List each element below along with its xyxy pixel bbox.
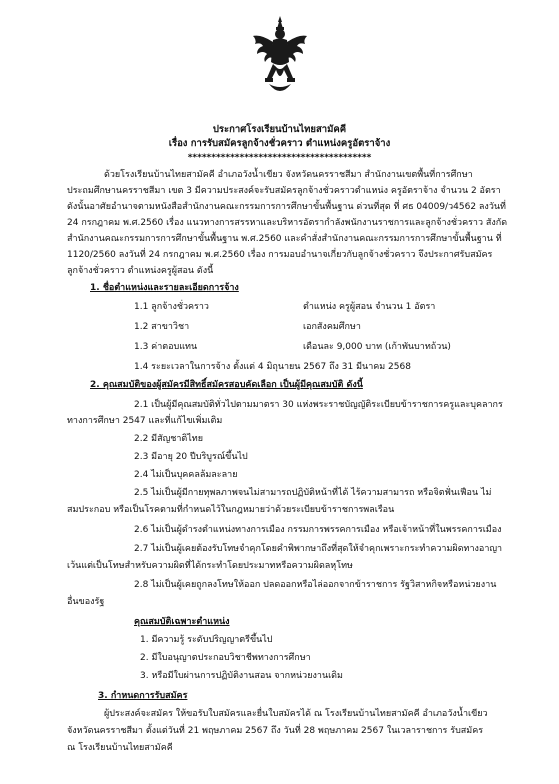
- intro-line: สำนักงานคณะกรรมการการศึกษาขั้นพื้นฐาน พ.ศ.2560 และคำสั่งสำนักงานคณะกรรมการการศึกษาขั้นพื้นฐาน ที่: [67, 234, 502, 244]
- intro-line: ด้วยโรงเรียนบ้านไทยสามัคคี อำเภอวังน้ำเขียว จังหวัดนครราชสีมา สำนักงานเขตพื้นที่การศึกษา: [104, 170, 473, 180]
- job-detail-period: 1.4 ระยะเวลาในการจ้าง ตั้งแต่ 4 มิถุนายน 2567 ถึง 31 มีนาคม 2568: [134, 362, 411, 372]
- qualification-line: ทางการศึกษา 2547 และที่แก้ไขเพิ่มเติม: [67, 416, 223, 426]
- job-detail-label: 1.1 ลูกจ้างชั่วคราว: [134, 302, 209, 312]
- qualification-line: 2.4 ไม่เป็นบุคคลล้มละลาย: [134, 470, 238, 480]
- qualification-line: 2.7 ไม่เป็นผู้เคยต้องรับโทษจำคุกโดยคำพิพากษาถึงที่สุดให้จำคุกเพราะกระทำความผิดทางอาญา: [134, 544, 503, 554]
- job-detail-label: 1.2 สาขาวิชา: [134, 322, 190, 332]
- special-qualification-item: 2. มีใบอนุญาตประกอบวิชาชีพทางการศึกษา: [140, 653, 311, 663]
- section-heading-1: 1. ชื่อตำแหน่งและรายละเอียดการจ้าง: [90, 283, 239, 293]
- application-schedule-line: ณ โรงเรียนบ้านไทยสามัคคี: [67, 743, 173, 753]
- qualification-line: เว้นแต่เป็นโทษสำหรับความผิดที่ได้กระทำโดยประมาทหรือความผิดลหุโทษ: [67, 561, 353, 571]
- qualification-line: 2.3 มีอายุ 20 ปีบริบูรณ์ขึ้นไป: [134, 452, 248, 462]
- job-detail-value: เดือนละ 9,000 บาท (เก้าพันบาทถ้วน): [303, 342, 451, 352]
- qualification-line: 2.5 ไม่เป็นผู้มีกายทุพลภาพจนไม่สามารถปฏิบัติหน้าที่ได้ ไร้ความสามารถ หรือจิตฟั่นเฟือน ไม่: [134, 488, 492, 498]
- announcement-subject: เรื่อง การรับสมัครลูกจ้างชั่วคราว ตำแหน่งครูอัตราจ้าง: [168, 138, 391, 149]
- application-schedule-line: ผู้ประสงค์จะสมัคร ให้ขอรับใบสมัครและยื่นใบสมัครได้ ณ โรงเรียนบ้านไทยสามัคคี อำเภอวังน้ำเขียว: [104, 709, 488, 719]
- special-qualifications-heading: คุณสมบัติเฉพาะตำแหน่ง: [134, 617, 230, 627]
- qualification-line: 2.1 เป็นผู้มีคุณสมบัติทั่วไปตามมาตรา 30 แห่งพระราชบัญญัติระเบียบข้าราชการครูและบุคลากร: [134, 400, 503, 410]
- intro-line: ดังนั้นอาศัยอำนาจตามหนังสือสำนักงานคณะกรรมการการศึกษาขั้นพื้นฐาน ด่วนที่สุด ที่ ศธ 04009/ว4562 ลงวันที่: [67, 202, 506, 212]
- qualification-line: สมประกอบ หรือเป็นโรคตามที่กำหนดไว้ในกฎหมายว่าด้วยระเบียบข้าราชการพลเรือน: [67, 505, 395, 515]
- application-schedule-line: จังหวัดนครราชสีมา ตั้งแต่วันที่ 21 พฤษภาคม 2567 ถึง วันที่ 28 พฤษภาคม 2567 ในเวลาราชการ รับสมัคร: [67, 726, 484, 736]
- job-detail-label: 1.3 ค่าตอบแทน: [134, 342, 198, 352]
- announcement-title: ประกาศโรงเรียนบ้านไทยสามัคคี: [212, 124, 347, 135]
- intro-line: 1120/2560 ลงวันที่ 24 กรกฎาคม พ.ศ.2560 เรื่อง การมอบอำนาจเกี่ยวกับลูกจ้างชั่วคราว จึงประกาศรับสมัคร: [67, 250, 493, 260]
- title-divider-stars: ***************************************: [187, 153, 372, 163]
- job-detail-value: ตำแหน่ง ครูผู้สอน จำนวน 1 อัตรา: [303, 302, 436, 312]
- section-heading-2: 2. คุณสมบัติของผู้สมัครมีสิทธิ์สมัครสอบคัดเลือก เป็นผู้มีคุณสมบัติ ดังนี้: [90, 380, 363, 390]
- qualification-line: 2.2 มีสัญชาติไทย: [134, 434, 204, 444]
- special-qualification-item: 1. มีความรู้ ระดับปริญญาตรีขึ้นไป: [140, 635, 273, 645]
- qualification-line: อื่นของรัฐ: [67, 597, 105, 607]
- section-heading-3: 3. กำหนดการรับสมัคร: [98, 691, 188, 701]
- garuda-emblem-icon: [251, 14, 309, 98]
- job-detail-value: เอกสังคมศึกษา: [303, 322, 361, 332]
- qualification-line: 2.6 ไม่เป็นผู้ดำรงตำแหน่งทางการเมือง กรรมการพรรคการเมือง หรือเจ้าหน้าที่ในพรรคการเมือง: [134, 525, 502, 535]
- intro-line: ประถมศึกษานครราชสีมา เขต 3 มีความประสงค์จะรับสมัครลูกจ้างชั่วคราวตำแหน่ง ครูอัตราจ้าง จำนวน 2 อัตรา: [67, 186, 501, 196]
- qualification-line: 2.8 ไม่เป็นผู้เคยถูกลงโทษให้ออก ปลดออกหรือไล่ออกจากข้าราชการ รัฐวิสาหกิจหรือหน่วยงาน: [134, 580, 497, 590]
- intro-line: 24 กรกฎาคม พ.ศ.2560 เรื่อง แนวทางการสรรหาและบริหารอัตรากำลังพนักงานราชการและลูกจ้างชั่วคราว สังกัด: [67, 218, 508, 228]
- special-qualification-item: 3. หรือมีใบผ่านการปฏิบัติงานสอน จากหน่วยงานเดิม: [140, 671, 343, 681]
- intro-line: ลูกจ้างชั่วคราว ตำแหน่งครูผู้สอน ดังนี้: [67, 266, 214, 276]
